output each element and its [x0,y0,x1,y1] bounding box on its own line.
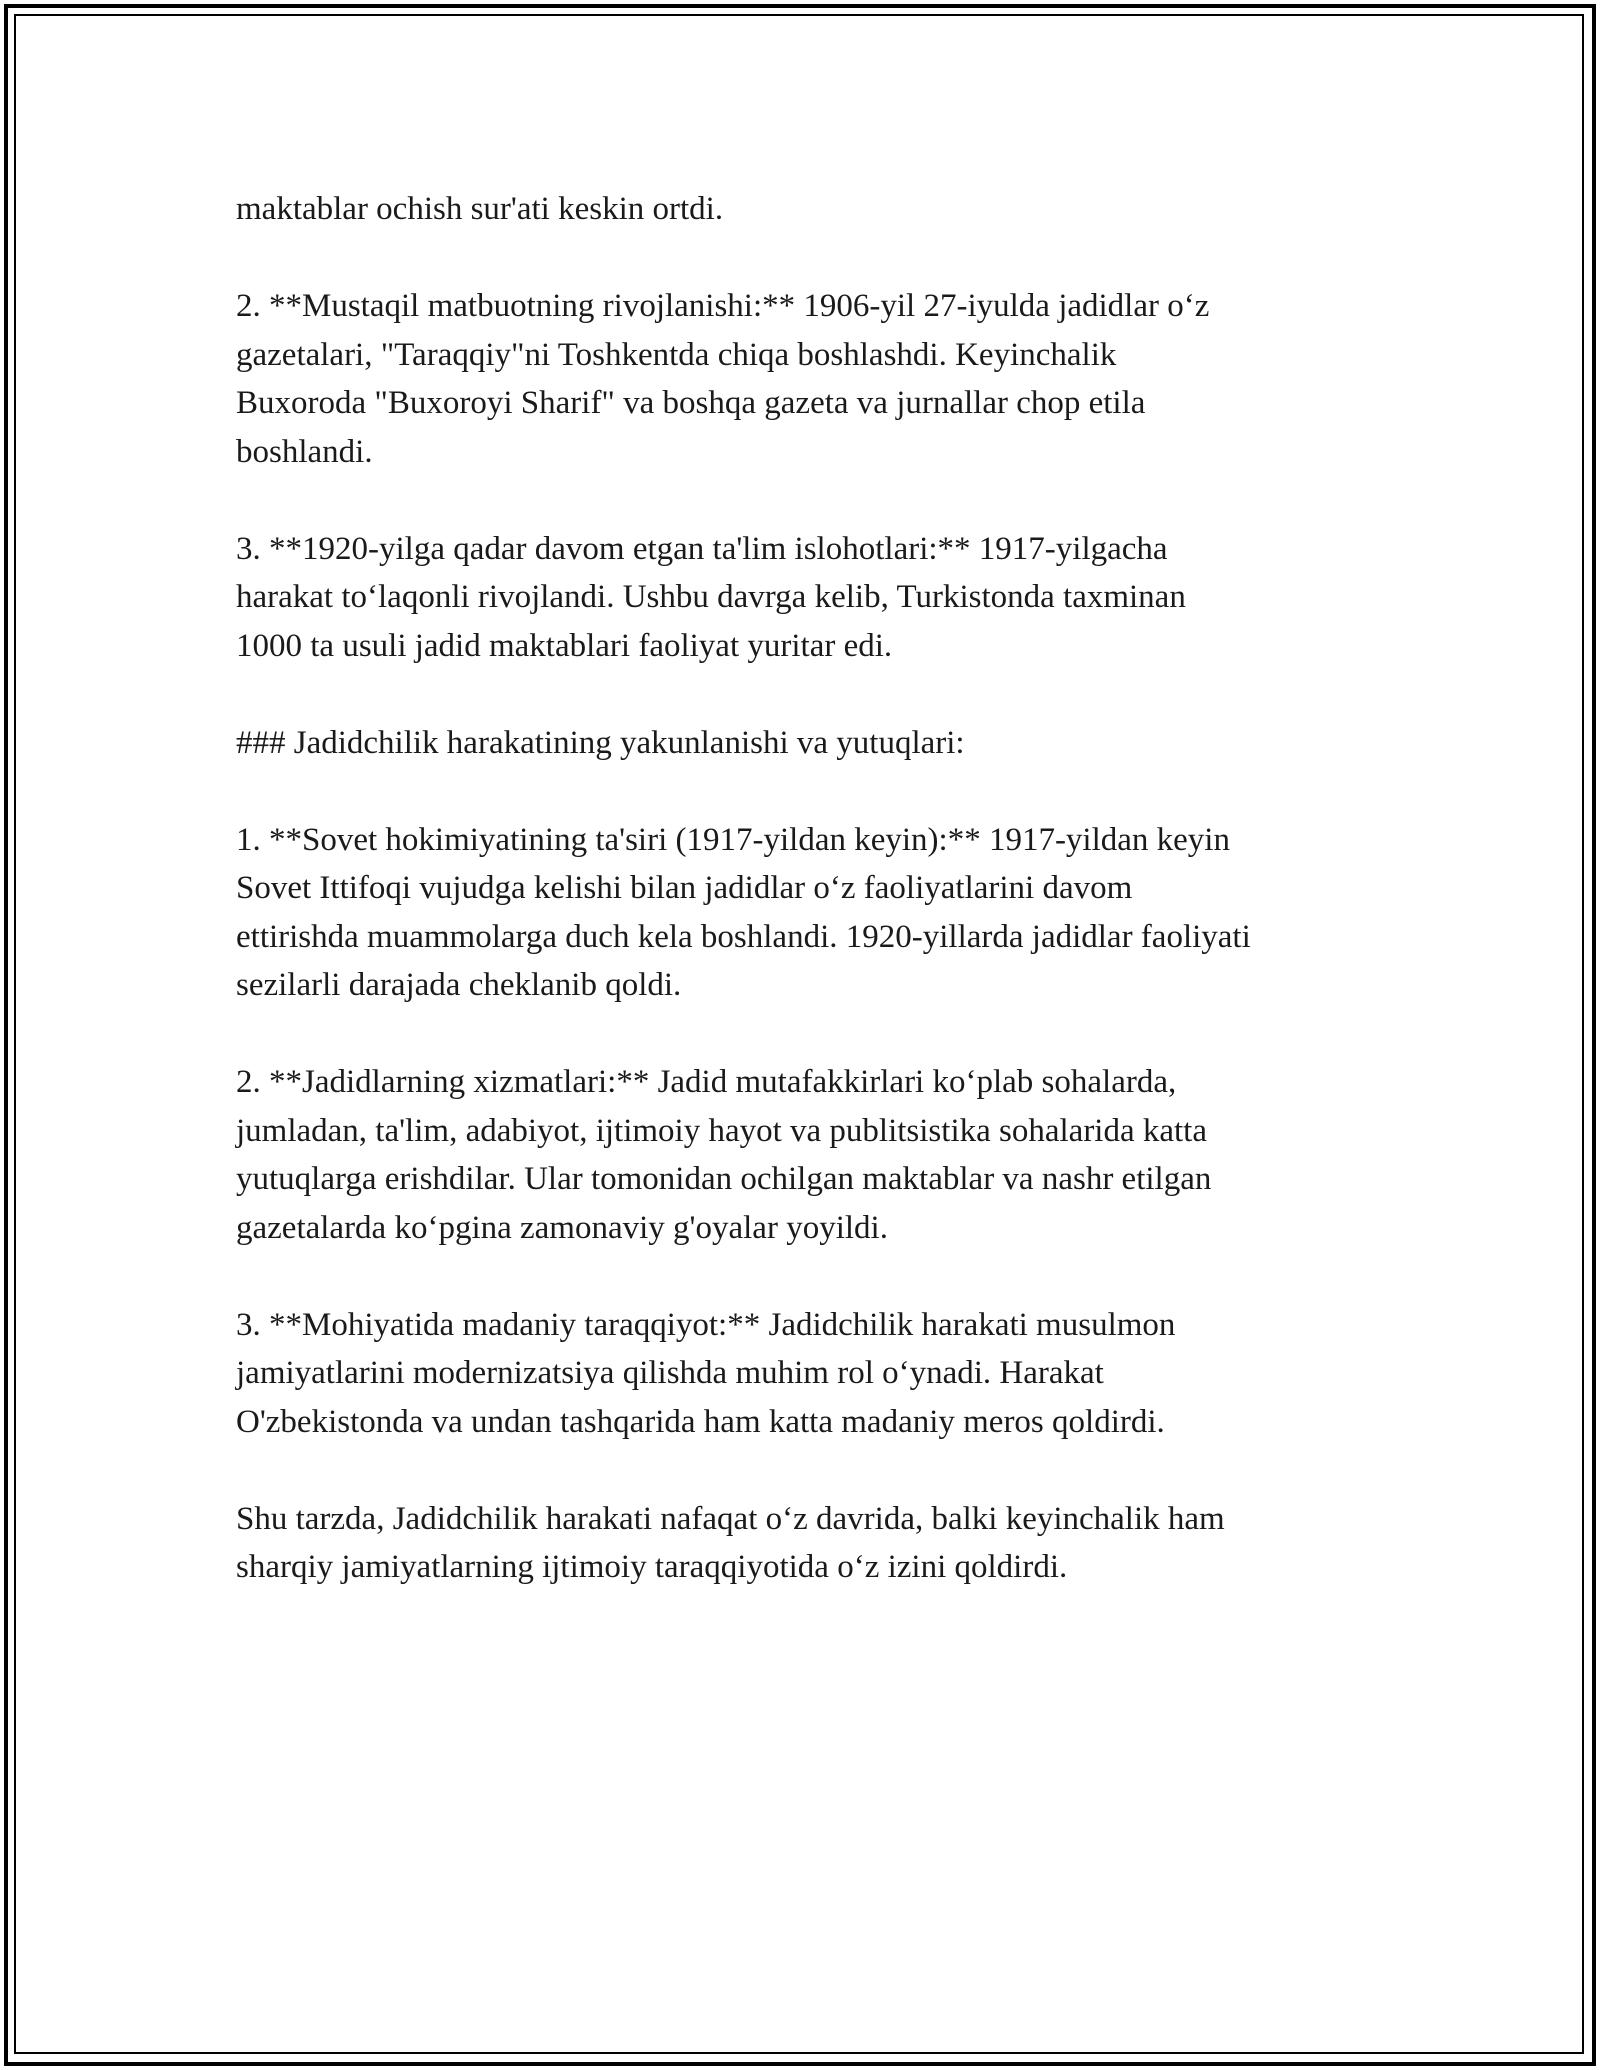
text-line: ### Jadidchilik harakatining yakunlanishi va yutuqlari: [236,724,965,761]
text-line: harakat to‘laqonli rivojlandi. Ushbu davrga kelib, Turkistonda taxminan [236,579,1186,615]
text-line: 1000 ta usuli jadid maktablari faoliyat yuritar edi. [236,627,893,664]
paragraph-gap [236,1446,1386,1495]
text-line: 2. **Jadidlarning xizmatlari:** Jadid mutafakkirlari ko‘plab sohalarda, [236,1064,1177,1100]
text-line: Buxoroda "Buxoroyi Sharif" va boshqa gazeta va jurnallar chop etila [236,385,1146,421]
paragraph-gap [236,234,1386,283]
text-line: Sovet Ittifoqi vujudga kelishi bilan jadidlar o‘z faoliyatlarini davom [236,870,1133,906]
paragraph-gap [236,476,1386,525]
text-line: O'zbekistonda va undan tashqarida ham katta madaniy meros qoldirdi. [236,1403,1165,1440]
text-line: sharqiy jamiyatlarning ijtimoiy taraqqiyotida o‘z izini qoldirdi. [236,1549,1068,1585]
text-line: yutuqlarga erishdilar. Ular tomonidan ochilgan maktablar va nashr etilgan [236,1161,1212,1197]
text-line: maktablar ochish sur'ati keskin ortdi. [236,191,724,227]
text-line: sezilarli darajada cheklanib qoldi. [236,967,682,1003]
text-line: jamiyatlarini modernizatsiya qilishda muhim rol o‘ynadi. Harakat [236,1355,1104,1391]
text-line: Shu tarzda, Jadidchilik harakati nafaqat o‘z davrida, balki keyinchalik ham [236,1500,1225,1537]
text-line: 3. **1920-yilga qadar davom etgan ta'lim islohotlari:** 1917-yilgacha [236,530,1168,567]
paragraph-gap [236,670,1386,719]
text-line: jumladan, ta'lim, adabiyot, ijtimoiy hayot va publitsistika sohalarida katta [236,1112,1208,1149]
text-line: 2. **Mustaqil matbuotning rivojlanishi:** 1906-yil 27-iyulda jadidlar o‘z [236,288,1210,324]
text-line: 1. **Sovet hokimiyatining ta'siri (1917-yildan keyin):** 1917-yildan keyin [236,821,1230,858]
text-line: gazetalarda ko‘pgina zamonaviy g'oyalar yoyildi. [236,1209,888,1246]
text-line: gazetalari, "Taraqqiy"ni Toshkentda chiqa boshlashdi. Keyinchalik [236,336,1117,373]
text-line: boshlandi. [236,433,373,470]
text-line: 3. **Mohiyatida madaniy taraqqiyot:** Jadidchilik harakati musulmon [236,1306,1176,1343]
text-line: ettirishda muammolarga duch kela boshlandi. 1920-yillarda jadidlar faoliyati [236,918,1251,955]
paragraph-gap [236,767,1386,816]
paragraph-gap [236,1010,1386,1059]
document-body [236,185,1386,1592]
paragraph-gap [236,1252,1386,1301]
